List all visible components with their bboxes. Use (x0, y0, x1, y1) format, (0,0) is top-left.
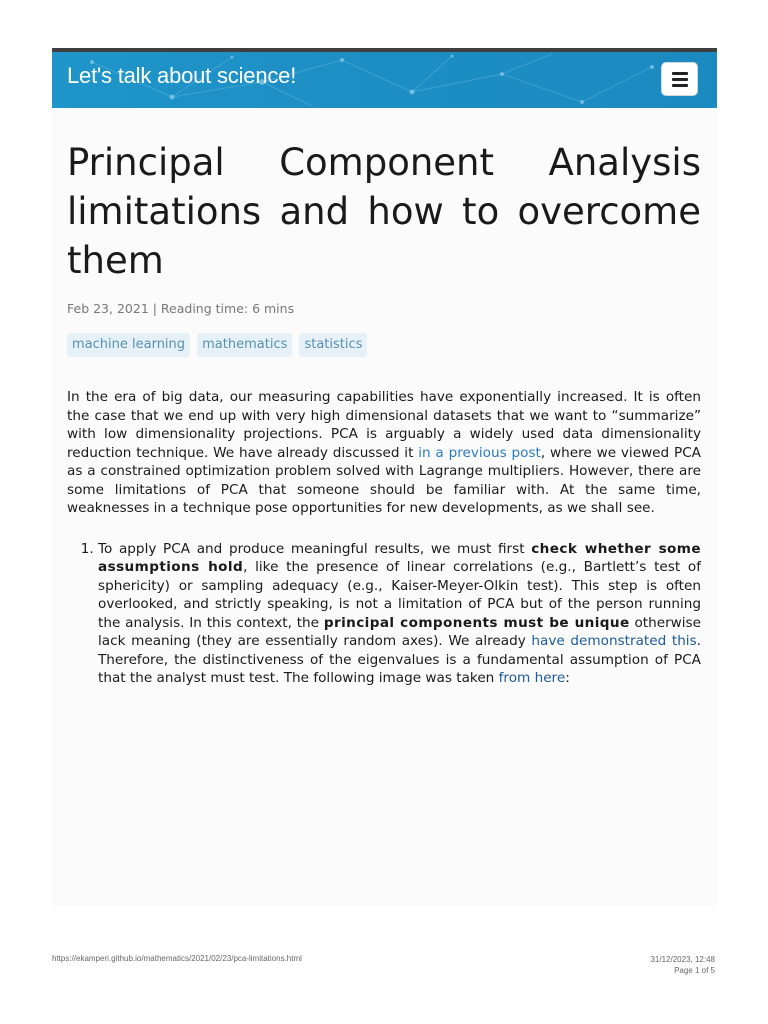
footer-page-number: Page 1 of 5 (674, 966, 715, 975)
tag-statistics[interactable]: statistics (299, 333, 367, 357)
from-here-link[interactable]: from here (498, 670, 566, 686)
tag-mathematics[interactable]: mathematics (197, 333, 292, 357)
tag-list (67, 333, 369, 357)
previous-post-link[interactable]: in a previous post (418, 444, 541, 461)
footer-datetime: 31/12/2023, 12:48 (650, 955, 715, 964)
navbar (52, 52, 717, 108)
hamburger-menu-icon (672, 78, 688, 81)
hamburger-menu-icon (672, 84, 688, 87)
hamburger-menu-icon (672, 72, 688, 75)
footer-url: https://ekamperi.github.io/mathematics/2021/02/23/pca-limitations.html (52, 954, 302, 963)
site-brand[interactable]: Let's talk about science! (67, 63, 297, 88)
intro-paragraph: In the era of big data, our measuring capabilities have exponentially increased. It is often the case that we end up with very high dimensional datasets that we want to “summarize” with low dimensionality projections. PCA is arguably a widely used data dimensionality reduction technique. We have already discussed it in a previous post, where we viewed PCA as a constrained optimization problem solved with Lagrange multipliers. However, there are some limitations of PCA that someone should be familiar with. At the same time, weaknesses in a technique pose opportunities for new developments, as we shall see. (67, 389, 701, 516)
menu-toggle-button[interactable] (661, 62, 698, 96)
emphasis-unique-components: principal components must be unique (323, 614, 630, 631)
list-item: 1. To apply PCA and produce meaningful results, we must first check whether some assumptions hold, like the presence of linear correlations (e.g., Bartlett’s test of sphericity) or sampling adequacy (e.g., Kaiser-Meyer-Olkin test). This step is often overlooked, and strictly speaking, is not a limitation of PCA but of the person running the analysis. In this context, the principal components must be unique otherwise lack meaning (they are essentially random axes). We already have demonstrated this. Therefore, the distinctiveness of the eigenvalues is a fundamental assumption of PCA that the analyst must test. The following image was taken from here: (98, 540, 701, 688)
footer-info (650, 954, 715, 976)
tag-machine-learning[interactable]: machine learning (67, 333, 190, 357)
emphasis-assumptions: check whether some assumptions hold (98, 540, 701, 575)
demonstrated-this-link[interactable]: have demonstrated this (531, 633, 697, 649)
limitations-list (67, 540, 701, 688)
post-meta: Feb 23, 2021 | Reading time: 6 mins (67, 301, 295, 316)
article-body (67, 388, 701, 688)
article-card (52, 48, 717, 906)
article-title: Principal Component Analysis limitations and how to overcome them (67, 141, 701, 282)
